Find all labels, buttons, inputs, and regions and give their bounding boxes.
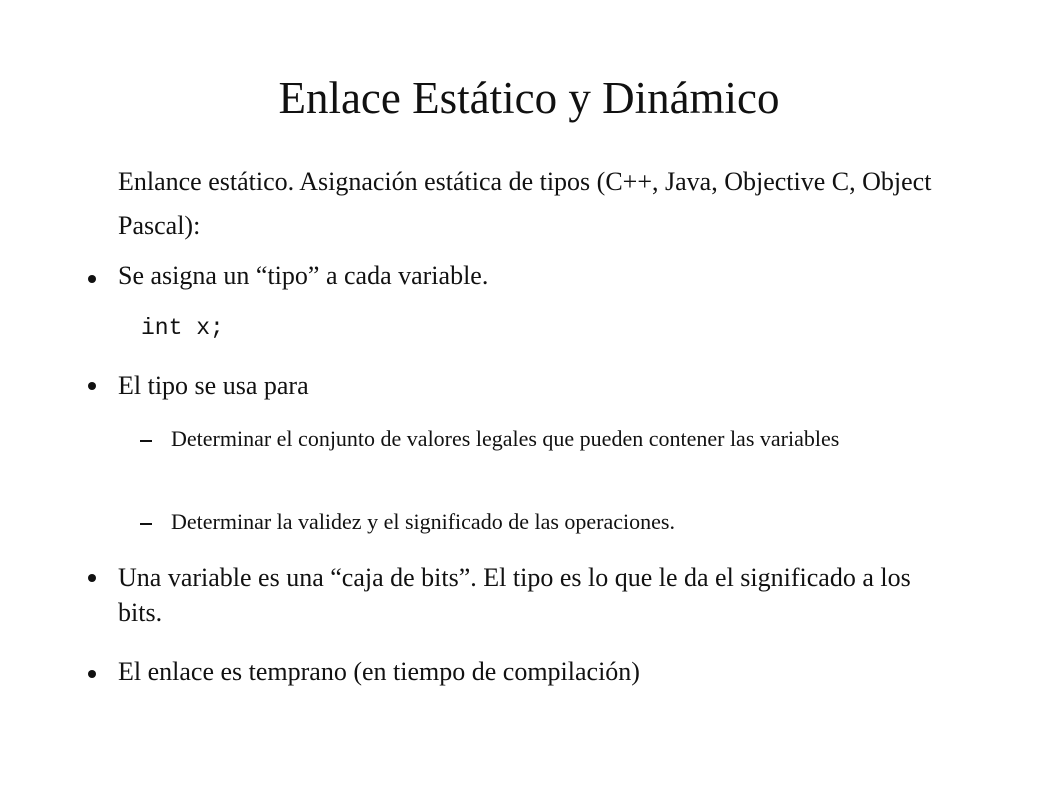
bullet-item <box>88 560 948 630</box>
bullet-item <box>88 654 948 689</box>
sub-bullet-text: Determinar el conjunto de valores legales que pueden contener las variables <box>171 426 840 451</box>
sub-bullet-text: Determinar la validez y el significado de las operaciones. <box>171 509 675 534</box>
bullet-text: Una variable es una “caja de bits”. El tipo es lo que le da el significado a los bits. <box>118 563 911 627</box>
bullet-dot-icon <box>88 275 96 283</box>
bullet-dot-icon <box>88 382 96 390</box>
bullet-item <box>88 368 948 403</box>
code-snippet: int x; <box>141 315 224 341</box>
dash-icon <box>140 523 152 525</box>
sub-bullet-item <box>140 506 970 538</box>
bullet-text: Se asigna un “tipo” a cada variable. <box>118 261 489 290</box>
sub-bullet-item <box>140 423 970 455</box>
intro-paragraph: Enlance estático. Asignación estática de tipos (C++, Java, Objective C, Object Pascal): <box>118 167 932 240</box>
dash-icon <box>140 440 152 442</box>
bullet-dot-icon <box>88 574 96 582</box>
slide-title: Enlace Estático y Dinámico <box>278 73 780 123</box>
bullet-text: El enlace es temprano (en tiempo de compilación) <box>118 657 640 686</box>
bullet-dot-icon <box>88 670 96 678</box>
bullet-item <box>88 258 948 293</box>
bullet-text: El tipo se usa para <box>118 371 309 400</box>
